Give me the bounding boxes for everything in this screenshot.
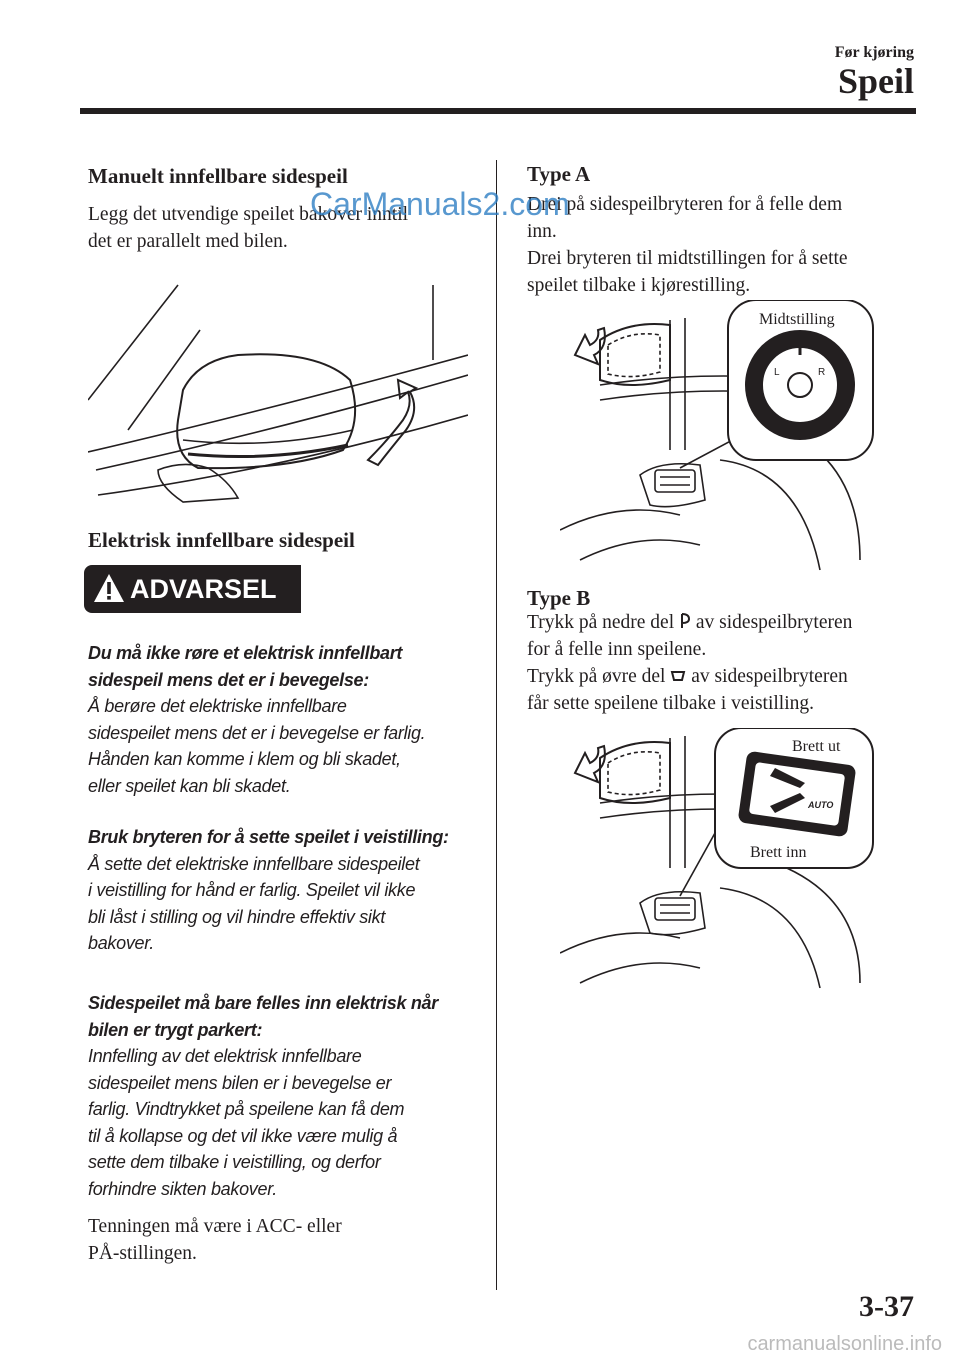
type-b-callout-out: Brett ut xyxy=(792,738,841,755)
header-rule xyxy=(80,108,916,114)
warning-1-body-3: Hånden kan komme i klem og bli skadet, xyxy=(88,749,401,769)
footer-watermark: carmanualsonline.info xyxy=(747,1333,942,1355)
warning-3-title-2: bilen er trygt parkert: xyxy=(88,1019,263,1040)
warning-2-body-4: bakover. xyxy=(88,933,154,953)
ignition-text-2: PÅ-stillingen. xyxy=(88,1243,197,1264)
electric-mirror-heading: Elektrisk innfellbare sidespeil xyxy=(88,528,355,552)
fold-out-icon xyxy=(670,668,686,684)
type-b-illustration xyxy=(560,728,880,990)
type-a-callout: Midtstilling xyxy=(759,311,835,328)
warning-1-body-4: eller speilet kan bli skadet. xyxy=(88,775,291,796)
warning-label: ADVARSEL xyxy=(130,574,277,604)
warning-block-3 xyxy=(88,990,488,1202)
warning-3-body-4: til å kollapse og det vil ikke være mulig å xyxy=(88,1125,398,1146)
type-a-heading: Type A xyxy=(527,162,591,186)
warning-3-body-1: Innfelling av det elektrisk innfellbare xyxy=(88,1046,362,1066)
warning-3-body-6: forhindre sikten bakover. xyxy=(88,1178,277,1199)
type-b-callout-in: Brett inn xyxy=(750,844,807,861)
type-b-heading: Type B xyxy=(527,586,591,610)
ignition-text-1: Tenningen må være i ACC- eller xyxy=(88,1216,342,1237)
column-divider xyxy=(496,160,497,1290)
type-b-line-3 xyxy=(527,664,848,690)
watermark: CarManuals2.com xyxy=(310,186,570,222)
warning-3-body-2: sidespeilet mens bilen er i bevegelse er xyxy=(88,1072,392,1093)
type-b-line-2: for å felle inn speilene. xyxy=(527,639,707,660)
warning-2-title-1: Bruk bryteren for å sette speilet i veistilling: xyxy=(88,827,449,847)
warning-triangle-icon xyxy=(92,572,126,604)
section-label: Før kjøring xyxy=(834,44,914,61)
auto-label: AUTO xyxy=(808,800,834,810)
page-title: Speil xyxy=(837,61,914,101)
warning-2-body-3: bli låst i stilling og vil hindre effektiv sikt xyxy=(88,906,386,927)
warning-1-title-2: sidespeil mens det er i bevegelse: xyxy=(88,669,369,690)
manual-mirror-illustration xyxy=(88,280,468,510)
warning-3-body-5: sette dem tilbake i veistilling, og derfor xyxy=(88,1152,381,1172)
type-a-line-1: Drei på sidespeilbryteren for å felle dem xyxy=(527,194,843,215)
type-a-line-3: Drei bryteren til midtstillingen for å sette xyxy=(527,248,848,269)
warning-2-body-1: Å sette det elektriske innfellbare sidespeilet xyxy=(88,853,420,874)
type-b-line-1 xyxy=(527,610,852,636)
type-b-line-3b: av sidespeilbryteren xyxy=(691,666,848,687)
type-b-line-4: får sette speilene tilbake i veistilling. xyxy=(527,693,814,714)
warning-1-body-2: sidespeilet mens det er i bevegelse er farlig. xyxy=(88,722,426,743)
manual-mirror-heading: Manuelt innfellbare sidespeil xyxy=(88,164,348,188)
warning-block-1 xyxy=(88,640,488,799)
type-a-line-2: inn. xyxy=(527,221,557,242)
warning-3-body-3: farlig. Vindtrykket på speilene kan få dem xyxy=(88,1099,405,1119)
warning-1-body-1: Å berøre det elektriske innfellbare xyxy=(88,696,347,716)
warning-2-body-2: i veistilling for hånd er farlig. Speilet vil ikke xyxy=(88,880,416,900)
warning-1-title-1: Du må ikke røre et elektrisk innfellbart xyxy=(88,643,403,663)
warning-block-2 xyxy=(88,824,488,957)
dial-label-r: R xyxy=(818,367,826,378)
type-b-line-1b: av sidespeilbryteren xyxy=(695,612,853,633)
type-b-line-3a: Trykk på øvre del xyxy=(527,666,666,687)
warning-3-title-1: Sidespeilet må bare felles inn elektrisk når xyxy=(88,993,438,1013)
page-number: 3-37 xyxy=(859,1290,914,1323)
fold-in-icon xyxy=(679,612,691,630)
warning-badge xyxy=(84,565,301,613)
manual-mirror-text-2: det er parallelt med bilen. xyxy=(88,231,288,252)
manual-mirror-text-1: Legg det utvendige speilet bakover inntil xyxy=(88,204,409,225)
dial-label-l: L xyxy=(774,367,780,378)
type-b-line-1a: Trykk på nedre del xyxy=(527,612,675,633)
type-a-line-4: speilet tilbake i kjørestilling. xyxy=(527,275,751,296)
type-a-illustration xyxy=(560,300,880,580)
